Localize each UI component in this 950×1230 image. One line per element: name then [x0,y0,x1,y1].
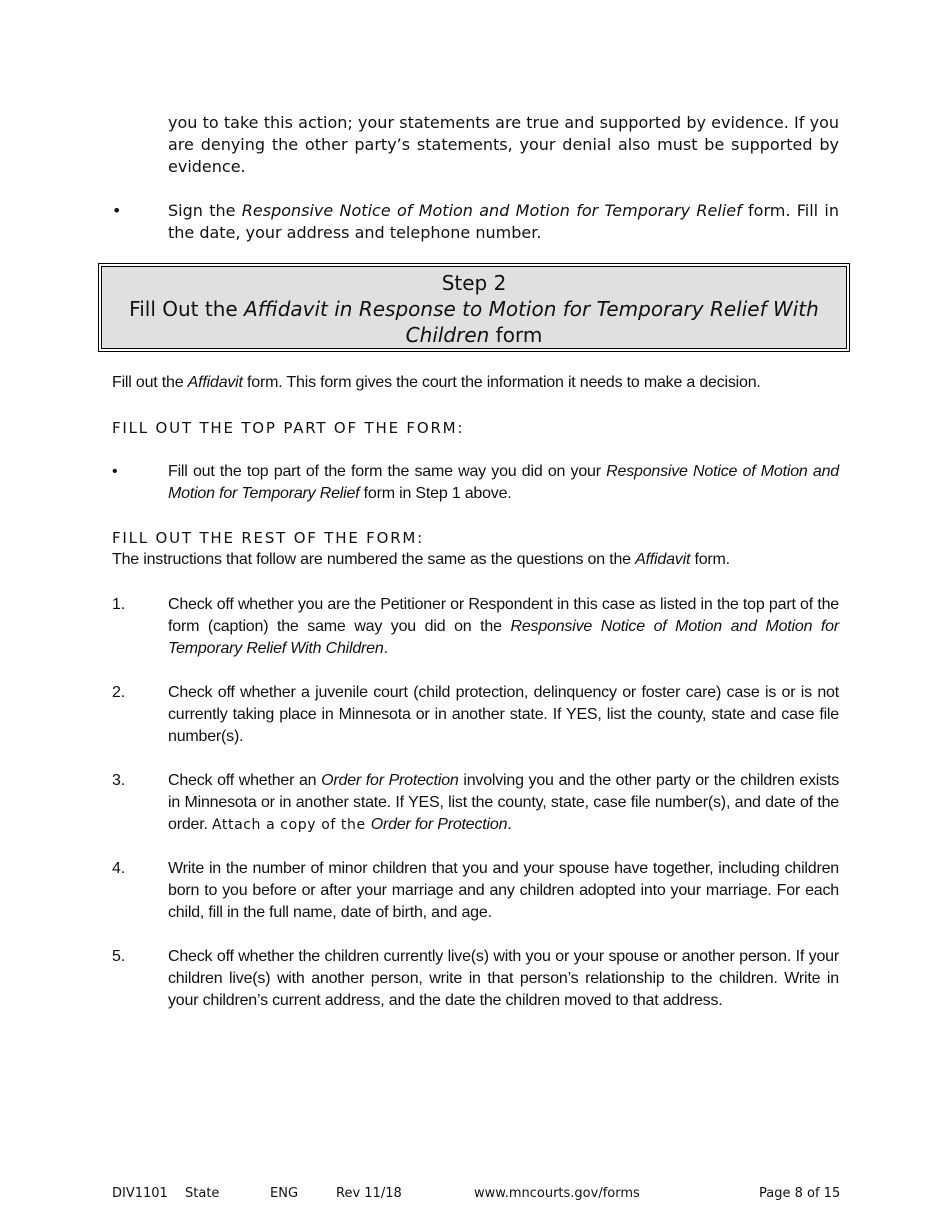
footer-page-number: Page 8 of 15 [759,1186,841,1201]
item-number: 1. [112,596,125,613]
top-part-heading: FILL OUT THE TOP PART OF THE FORM: [112,419,465,437]
step-title: Fill Out the Affidavit in Response to Motion for Temporary Relief With [129,297,819,321]
step-label: Step 2 [441,271,507,295]
step-title-line2: Children form [405,323,543,347]
footer-form-id: DIV1101 [112,1186,168,1201]
footer-revision: Rev 11/18 [336,1186,402,1201]
continuation-paragraph: you to take this action; your statements are true and supported by evidence. If you are denying the other party’s statements, your denial also must be supported by evidence. [168,113,839,176]
rest-intro: The instructions that follow are numbered the same as the questions on the Affidavit form. [112,551,730,568]
item-number: 2. [112,684,125,701]
item-number: 3. [112,772,125,789]
step-2-box [101,266,847,349]
item-text: Write in the number of minor children that you and your spouse have together, including children born to you before or after your marriage and any children adopted into your marriage. For each child, fill in the full name, date of birth, and age. [168,860,839,921]
top-part-text: Fill out the top part of the form the same way you did on your Responsive Notice of Motion and Motion for Temporary Relief form in Step 1 above. [168,463,839,502]
item-number: 4. [112,860,125,877]
item-number: 5. [112,948,125,965]
fill-out-paragraph: Fill out the Affidavit form. This form gives the court the information it needs to make a decision. [112,374,761,391]
item-text: Check off whether a juvenile court (child protection, delinquency or foster care) case is or is not currently taking place in Minnesota or in another state. If YES, list the county, state and case file number(s). [168,684,839,745]
item-text: Check off whether the children currently live(s) with you or your spouse or another person. If your children live(s) with another person, write in that person’s relationship to the children. Write in your children’s current address, and the date the children moved to that address. [168,948,839,1009]
bullet-marker: • [112,463,118,480]
sign-text: Sign the Responsive Notice of Motion and Motion for Temporary Relief form. Fill in the date, your address and telephone number. [168,201,839,242]
item-text: Check off whether an Order for Protection involving you and the other party or the children exists in Minnesota or in another state. If YES, list the county, state, case file number(s), and date of the order. Attach a copy of the Order for Protection. [168,772,839,833]
item-text: Check off whether you are the Petitioner or Respondent in this case as listed in the top part of the form (caption) the same way you did on the Responsive Notice of Motion and Motion for Temporary Relief With Children. [168,596,840,657]
footer-scope: State [185,1186,220,1201]
rest-heading: FILL OUT THE REST OF THE FORM: [112,529,425,547]
footer-language: ENG [270,1186,299,1201]
bullet-marker: • [112,201,122,220]
footer-url: www.mncourts.gov/forms [474,1186,640,1201]
